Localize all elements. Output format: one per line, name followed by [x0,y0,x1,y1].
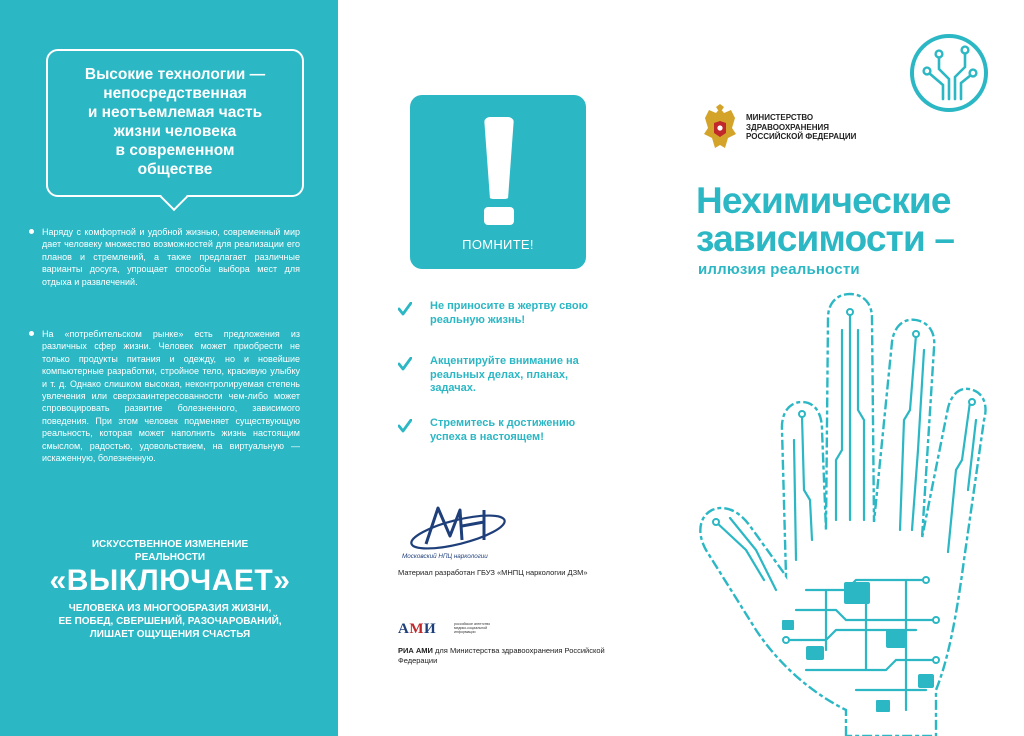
ria-credit-rest: для Министерства здравоохранения Российской Федерации [398,646,605,665]
tip-item [398,300,628,327]
paragraph-comfort-text: Наряду с комфортной и удобной жизнью, современный мир дает человеку множество возможностей для реализации его планов и стремлений, а также предлагает различные варианты досуга, упрощает способы выбора мест для отдыха и развлечений. [42,227,300,287]
artificial-change-heading: ИСКУССТВЕННОЕ ИЗМЕНЕНИЕ РЕАЛЬНОСТИ [91,539,249,563]
tip-text: Стремитесь к достижению успеха в настоящем! [430,417,576,443]
bubble-tail [160,183,188,211]
page-subtitle: иллюзия реальности [698,261,860,278]
exclamation-dot-icon [484,207,514,225]
exclamation-icon [484,117,514,199]
checkmark-icon [398,302,412,316]
right-panel [676,0,1024,736]
remember-label: ПОМНИТЕ! [462,237,534,252]
ami-letter-i: И [424,621,437,637]
ria-credit [398,646,618,666]
tip-text: Не приносите в жертву свою реальную жизнь! [430,300,588,326]
paragraph-market-text: На «потребительском рынке» есть предложения из различных сфер жизни. Человек может приобрести не только продукты питания и одежду, но и новейшие компьютерные разработки, стройное тело, красивую улыбку и т. д. Однако слишком высокая, неконтролируемая степень увлечения или сверхзаинтересованности чем-либо может спровоцировать развитие болезненного, зависимого поведения. При этом человек подменяет существующую реальность, которая может наполнить жизнь настоящим смыслом, радостью, удовольствием, на виртуальную — искаженную, болезненную. [42,329,300,464]
ami-letter-a: А [398,621,410,637]
circuit-circle-icon [909,33,989,113]
checkmark-icon [398,419,412,433]
artificial-change-subtext: ЧЕЛОВЕКА ИЗ МНОГООБРАЗИЯ ЖИЗНИ, ЕЕ ПОБЕД, СВЕРШЕНИЙ, РАЗОЧАРОВАНИЙ, ЛИШАЕТ ОЩУЩЕНИЯ СЧАСТЬЯ [58,603,282,640]
left-panel [0,0,338,736]
bubble-text: Высокие технологии — непосредственная и неотъемлемая часть жизни человека в современном обществе [84,66,266,178]
bullet-icon [29,229,34,234]
bullet-icon [29,331,34,336]
mnpc-credit: Материал разработан ГБУЗ «МНПЦ наркологии ДЗМ» [398,568,588,577]
middle-panel [338,0,676,736]
russian-coat-of-arms-icon [701,104,739,152]
remember-box [410,95,586,269]
speech-bubble [46,49,304,197]
ria-credit-bold: РИА АМИ [398,646,433,655]
checkmark-icon [398,357,412,371]
ami-logo-subtitle: российское агентство медико-социальной информации [454,622,491,635]
circuit-hand-illustration [686,290,1006,736]
page-title: Нехимические зависимости – [696,180,955,259]
tip-item [398,417,628,444]
ami-letter-m: М [409,621,425,637]
paragraph-comfort [42,226,300,288]
tip-text: Акцентируйте внимание на реальных делах, планах, задачах. [430,355,579,394]
ministry-name: МИНИСТЕРСТВО ЗДРАВООХРАНЕНИЯ РОССИЙСКОЙ ФЕДЕРАЦИИ [746,113,857,142]
ami-logo [398,620,491,638]
switches-off-headline: «ВЫКЛЮЧАЕТ» [49,564,291,597]
mnpc-logo-text: Московский НПЦ наркологии [402,553,488,560]
paragraph-market [42,328,300,464]
ami-logo-mark [398,621,436,637]
tip-item [398,355,628,396]
mnpc-logo [398,500,508,562]
